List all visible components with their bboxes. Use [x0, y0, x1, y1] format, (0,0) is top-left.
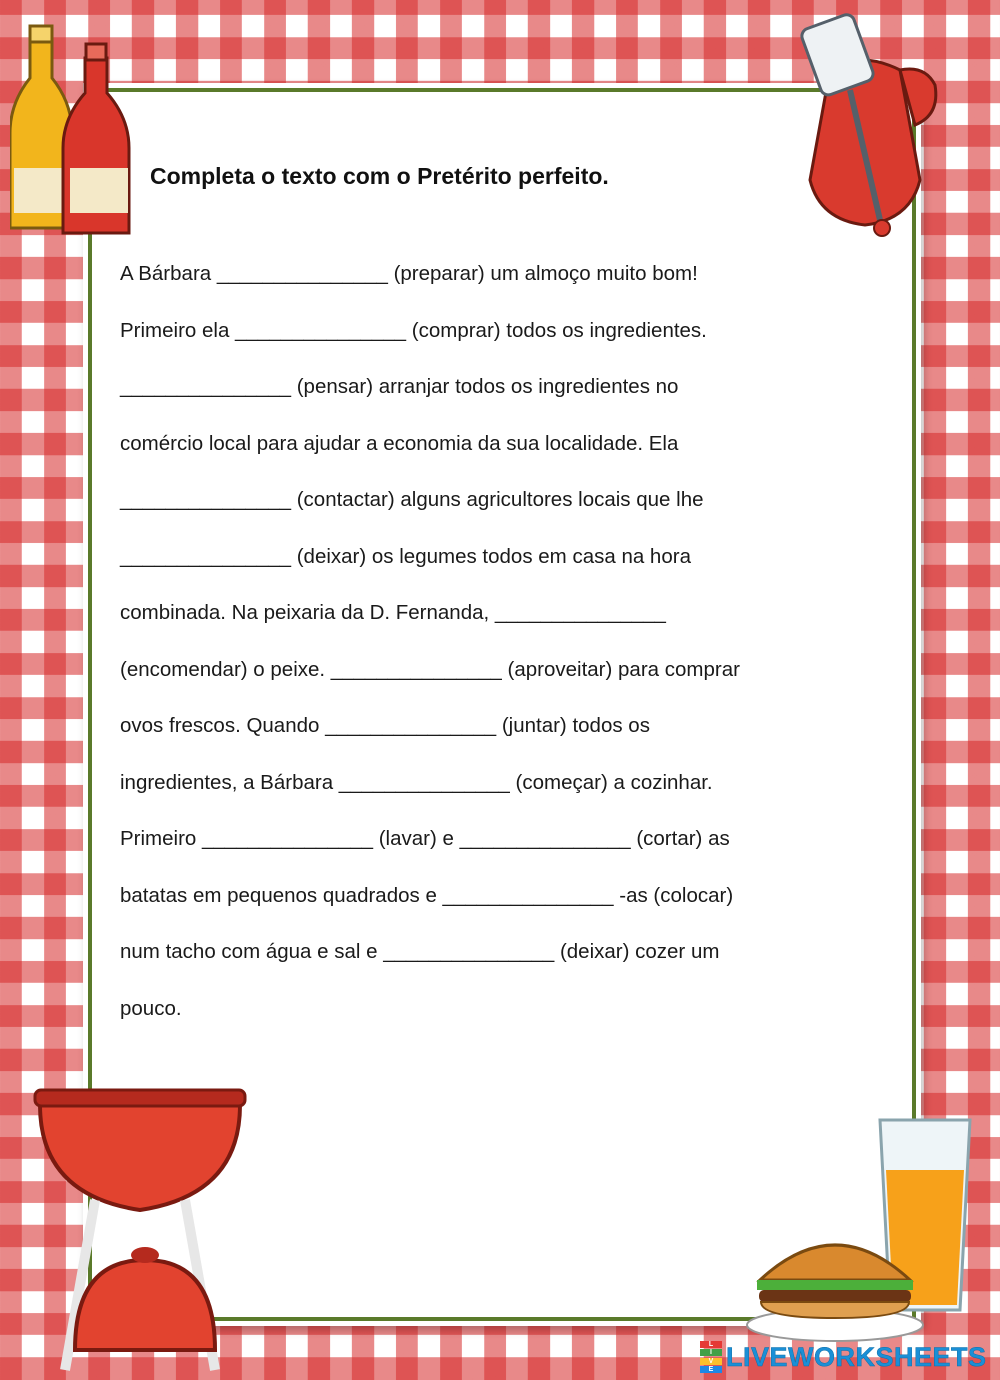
worksheet-title: Completa o texto com o Pretérito perfeito.: [150, 163, 609, 189]
exercise-text: [120, 258, 860, 1049]
text-line: combinada. Na peixaria da D. Fernanda, _______________: [120, 601, 666, 624]
text-line: comércio local para ajudar a economia da sua localidade. Ela: [120, 431, 679, 455]
text-line: Primeiro _______________ (lavar) e _______________ (cortar) as: [120, 827, 730, 850]
text-line: _______________ (deixar) os legumes todos em casa na hora: [120, 544, 691, 568]
text-line: ovos frescos. Quando _______________ (juntar) todos os: [120, 714, 650, 737]
logo-text: LIVEWORKSHEETS: [726, 1341, 987, 1372]
barbecue-grill-icon: [15, 1060, 275, 1380]
text-line: _______________ (contactar) alguns agricultores locais que lhe: [120, 488, 704, 511]
sauce-bottles-icon: [10, 18, 140, 243]
badge-letter: E: [700, 1366, 722, 1373]
text-line: Primeiro ela _______________ (comprar) todos os ingredientes.: [120, 318, 707, 342]
badge-letter: L: [700, 1341, 722, 1348]
text-line: batatas em pequenos quadrados e _______________ -as (colocar): [120, 883, 734, 907]
text-line: _______________ (pensar) arranjar todos os ingredientes no: [120, 375, 679, 398]
text-line: A Bárbara _______________ (preparar) um almoço muito bom!: [120, 262, 698, 285]
text-line: num tacho com água e sal e _______________ (deixar) cozer um: [120, 940, 720, 963]
text-line: pouco.: [120, 996, 182, 1020]
hamburger-icon: [745, 1225, 925, 1345]
badge-letter: I: [700, 1349, 722, 1356]
text-line: (encomendar) o peixe. _______________ (aproveitar) para comprar: [120, 657, 740, 681]
badge-letter: V: [700, 1358, 722, 1365]
logo-badge-icon: [700, 1341, 722, 1373]
liveworksheets-logo[interactable]: [700, 1341, 987, 1373]
spatula-and-mitt-icon: [790, 10, 970, 250]
text-line: ingredientes, a Bárbara _______________ (começar) a cozinhar.: [120, 770, 713, 794]
